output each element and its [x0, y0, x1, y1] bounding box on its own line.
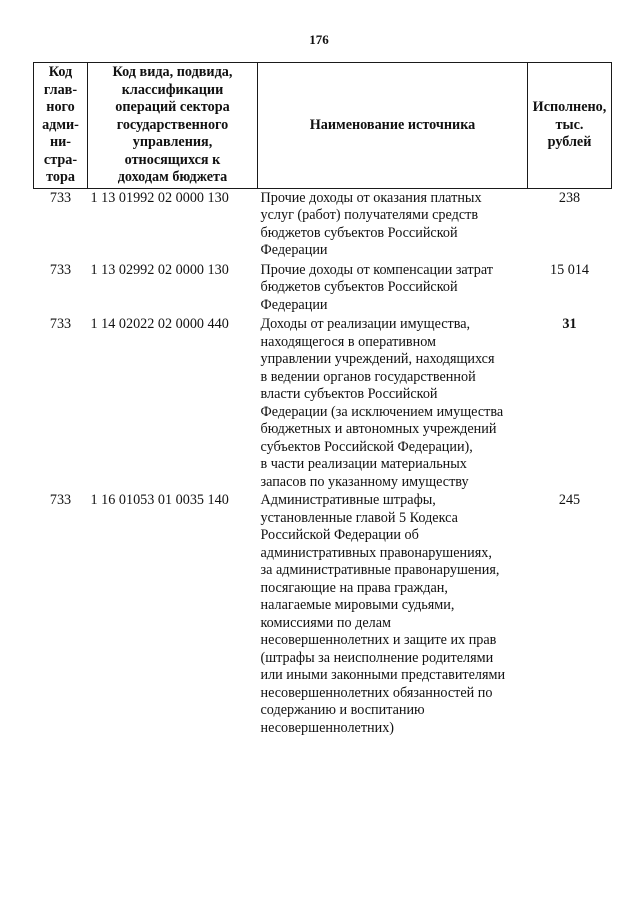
admin-code-cell: 733 — [49, 316, 72, 332]
source-name-cell: Административные штрафы, установленные главой 5 Кодекса Российской Федерации об административных правонарушениях, за административные правонарушения, посягающие на права граждан, налагаемые мировыми судьями, комиссиями по делам несовершеннолетних и защите их прав (штрафы за неисполнение родителями или иными законными представителями несовершеннолетних обязанностей по содержанию и воспитанию несовершеннолетних) — [260, 492, 506, 736]
table-row — [34, 314, 612, 491]
admin-code-cell: 733 — [49, 261, 72, 278]
table-row — [34, 491, 612, 737]
classification-code-cell: 1 16 01053 01 0035 140 — [90, 492, 229, 508]
header-classification-code: Код вида, подвида, классификации операций сектора государственного управления, относящихся к доходам бюджета — [88, 63, 258, 189]
table-row — [34, 188, 612, 260]
amount-cell: 245 — [558, 492, 581, 508]
source-name-cell: Прочие доходы от оказания платных услуг (работ) получателями средств бюджетов субъектов Российской Федерации — [260, 189, 482, 258]
header-source-name: Наименование источника — [258, 63, 528, 189]
admin-code-cell: 733 — [49, 189, 72, 206]
classification-code-cell: 1 13 02992 02 0000 130 — [90, 261, 229, 278]
table-row — [34, 260, 612, 315]
source-name-cell: Прочие доходы от компенсации затрат бюджетов субъектов Российской Федерации — [260, 261, 493, 313]
table-header-row — [34, 63, 612, 189]
page-number: 176 — [309, 32, 329, 47]
admin-code-cell: 733 — [49, 492, 72, 508]
classification-code-cell: 1 13 01992 02 0000 130 — [90, 189, 229, 206]
classification-code-cell: 1 14 02022 02 0000 440 — [90, 316, 229, 332]
amount-cell: 238 — [558, 189, 581, 206]
revenue-sources-table — [33, 62, 612, 737]
header-executed-amount: Исполнено, тыс. рублей — [528, 63, 612, 189]
header-admin-code: Код глав- ного адми- ни- стра- тора — [34, 63, 88, 189]
source-name-cell: Доходы от реализации имущества, находящегося в оперативном управлении учреждений, находящихся в ведении органов государственной власти субъектов Российской Федерации (за исключением имущества бюджетных и автономных учреждений субъектов Российской Федерации), в части реализации материальных запасов по указанному имуществу — [260, 316, 504, 490]
amount-cell: 15 014 — [549, 261, 589, 278]
amount-cell: 31 — [562, 316, 577, 332]
